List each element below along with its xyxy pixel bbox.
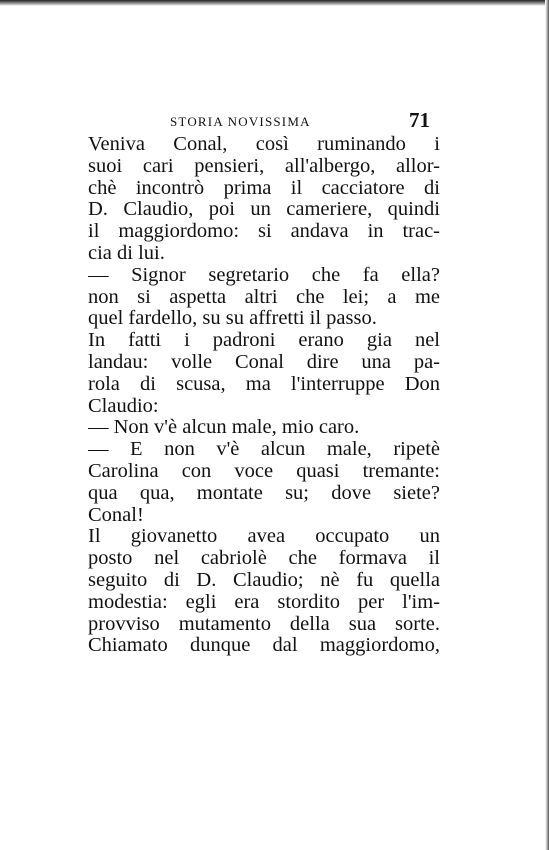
page-header xyxy=(88,110,438,134)
scan-border-top xyxy=(0,0,549,6)
text-line: Veniva Conal, così ruminando i xyxy=(88,134,440,155)
text-line: — Non v'è alcun male, mio caro. xyxy=(88,417,360,439)
text-line: posto nel cabriolè che formava il xyxy=(88,548,440,570)
text-line: — E non v'è alcun male, ripetè xyxy=(88,439,440,461)
text-line: cia di lui. xyxy=(88,242,165,264)
text-line: quel fardello, su su affretti il passo. xyxy=(88,308,377,330)
text-line: seguito di D. Claudio; nè fu quella xyxy=(88,569,440,591)
text-line: Chiamato dunque dal maggiordomo, xyxy=(88,635,440,657)
text-line: il maggiordomo: si andava in trac- xyxy=(88,221,440,243)
text-line: Carolina con voce quasi tremante: xyxy=(88,460,440,482)
page-number: 71 xyxy=(409,108,430,132)
scan-border-right xyxy=(545,0,549,850)
text-line: Il giovanetto avea occupato un xyxy=(88,526,440,548)
text-line: rola di scusa, ma l'interruppe Don xyxy=(88,373,440,395)
text-line: suoi cari pensieri, all'albergo, allor- xyxy=(88,155,440,177)
text-line: provviso mutamento della sua sorte. xyxy=(88,613,440,635)
text-line: D. Claudio, poi un cameriere, quindi xyxy=(88,199,440,221)
running-head: STORIA NOVISSIMA xyxy=(170,114,311,129)
body-text xyxy=(88,134,440,657)
text-line: landau: volle Conal dire una pa- xyxy=(88,351,440,373)
text-line: — Signor segretario che fa ella? xyxy=(88,264,440,286)
text-line: chè incontrò prima il cacciatore di xyxy=(88,177,440,199)
text-line: non si aspetta altri che lei; a me xyxy=(88,286,440,308)
text-line: Claudio: xyxy=(88,395,159,417)
text-line: In fatti i padroni erano gia nel xyxy=(88,330,440,352)
text-line: Conal! xyxy=(88,504,144,526)
text-line: modestia: egli era stordito per l'im- xyxy=(88,591,440,613)
text-line: qua qua, montate su; dove siete? xyxy=(88,482,440,504)
